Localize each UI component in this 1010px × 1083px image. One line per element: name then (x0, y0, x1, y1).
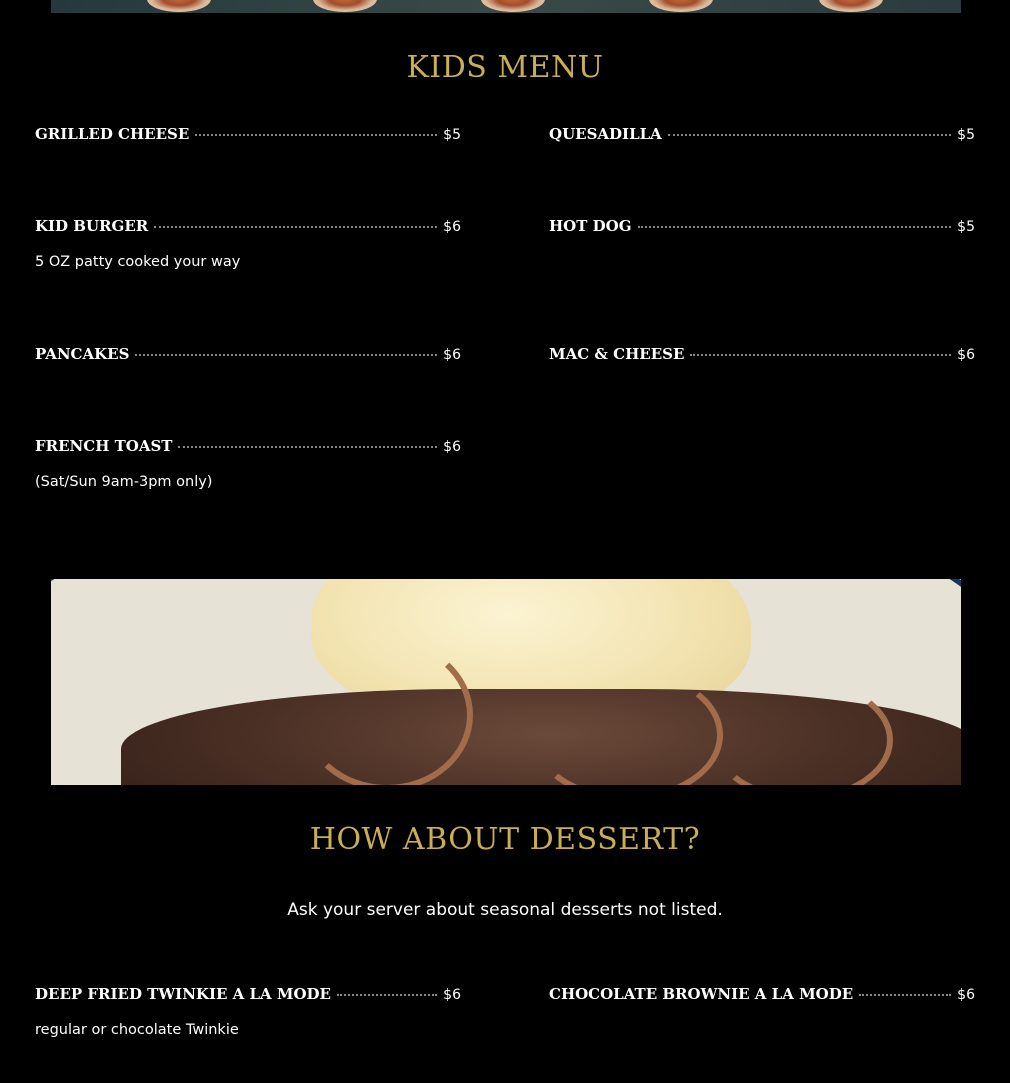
dessert-subtitle: Ask your server about seasonal desserts not listed. (287, 900, 723, 920)
menu-item-price: $6 (443, 987, 461, 1003)
menu-item-price: $6 (443, 219, 461, 235)
menu-item (549, 985, 975, 1005)
menu-item-name: CHOCOLATE BROWNIE A LA MODE (549, 985, 854, 1003)
dot-leader (135, 354, 437, 356)
dot-leader (638, 226, 952, 228)
menu-item-name: FRENCH TOAST (35, 437, 173, 455)
menu-item (35, 345, 461, 365)
menu-item-description: (Sat/Sun 9am-3pm only) (35, 474, 213, 490)
menu-item-price: $5 (443, 127, 461, 143)
dot-leader (154, 226, 437, 228)
menu-item-name: HOT DOG (549, 217, 632, 235)
hot-dog-banner-image (51, 0, 961, 13)
menu-item (549, 217, 975, 237)
menu-item-price: $5 (957, 127, 975, 143)
dot-leader (859, 994, 951, 996)
menu-item (35, 985, 461, 1005)
dot-leader (337, 994, 437, 996)
menu-item-description: 5 OZ patty cooked your way (35, 254, 241, 270)
dessert-banner-image (51, 579, 961, 785)
menu-item-price: $6 (957, 987, 975, 1003)
menu-item (549, 345, 975, 365)
dot-leader (690, 354, 951, 356)
dot-leader (195, 134, 437, 136)
menu-item-name: QUESADILLA (549, 125, 662, 143)
dot-leader (178, 446, 437, 448)
kids-menu-title: KIDS MENU (406, 50, 604, 85)
menu-item (35, 217, 461, 237)
menu-item-name: PANCAKES (35, 345, 130, 363)
menu-item-price: $6 (443, 439, 461, 455)
dot-leader (668, 134, 951, 136)
menu-item-price: $6 (443, 347, 461, 363)
menu-item-price: $5 (957, 219, 975, 235)
menu-item-price: $6 (957, 347, 975, 363)
menu-item-name: KID BURGER (35, 217, 149, 235)
menu-item-name: MAC & CHEESE (549, 345, 685, 363)
dessert-title: HOW ABOUT DESSERT? (309, 822, 701, 857)
menu-item (35, 125, 461, 145)
menu-item-name: GRILLED CHEESE (35, 125, 190, 143)
menu-item (549, 125, 975, 145)
menu-item-description: regular or chocolate Twinkie (35, 1022, 239, 1038)
menu-item-name: DEEP FRIED TWINKIE A LA MODE (35, 985, 331, 1003)
menu-item (35, 437, 461, 457)
